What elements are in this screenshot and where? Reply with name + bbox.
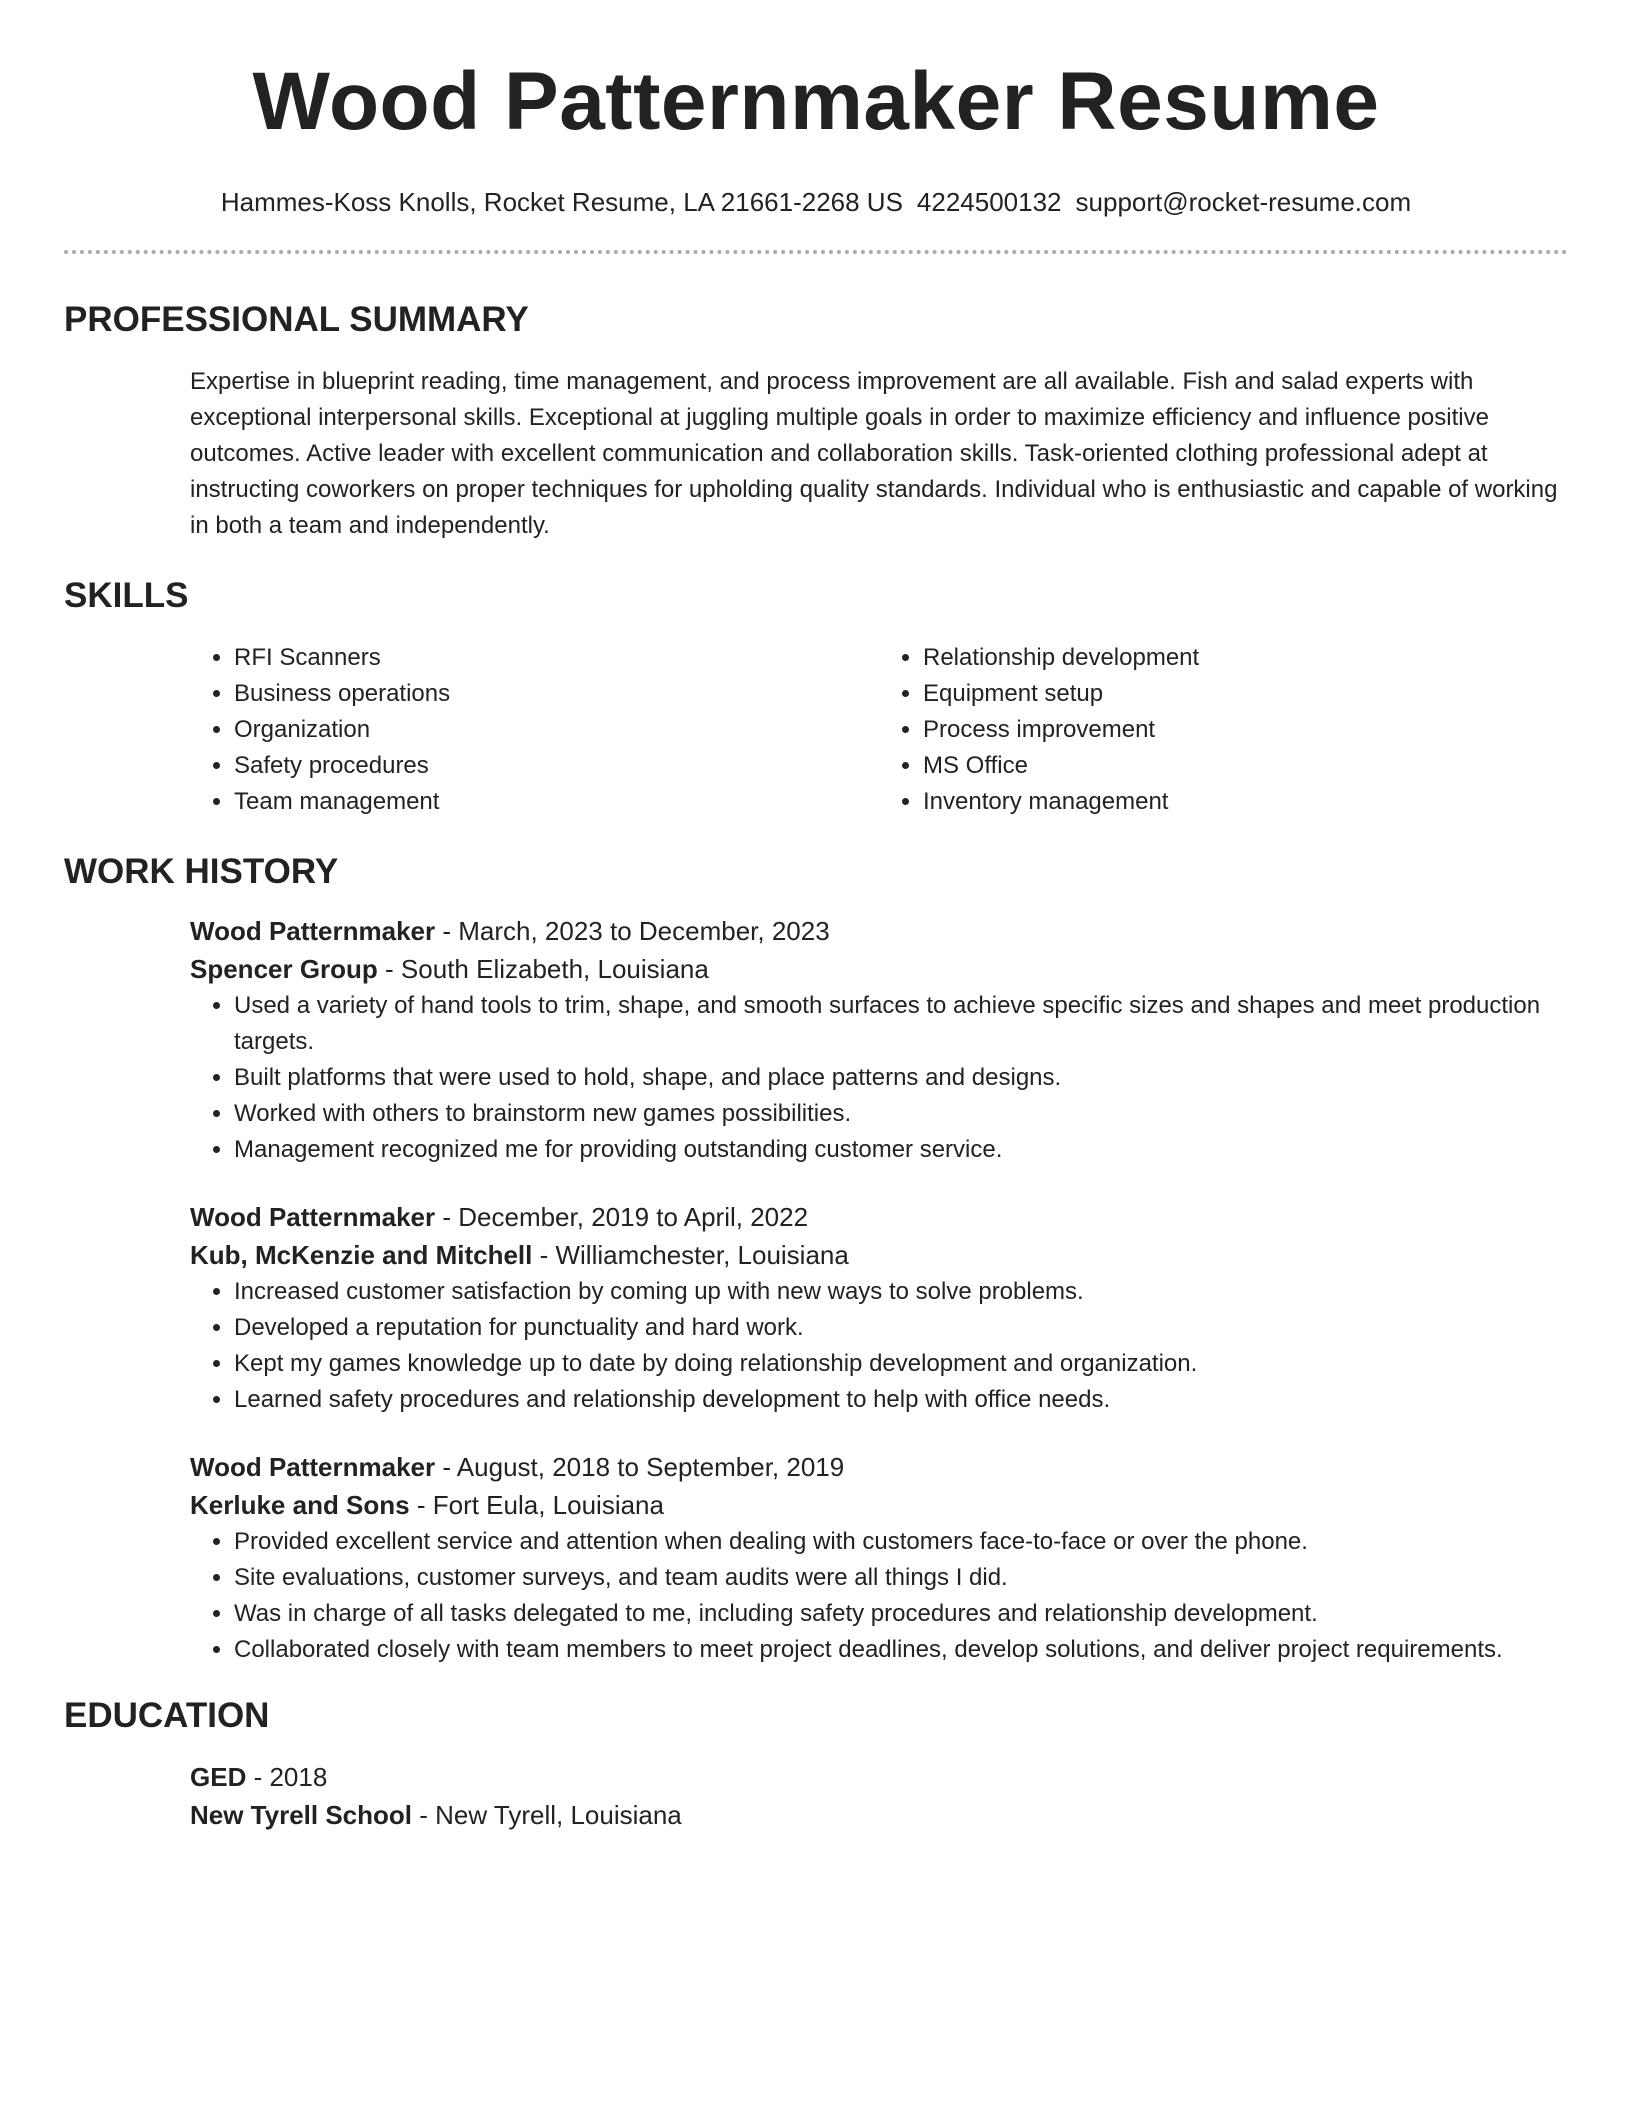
job-location: - Fort Eula, Louisiana	[409, 1490, 664, 1520]
contact-phone: 4224500132	[916, 187, 1062, 217]
summary-heading: PROFESSIONAL SUMMARY	[64, 300, 529, 339]
job-company: Kub, McKenzie and Mitchell	[190, 1240, 533, 1270]
job-entry	[190, 1198, 1568, 1418]
job-duty-item: • Increased customer satisfaction by coming up with new ways to solve problems.	[234, 1274, 1568, 1310]
skills-column-right	[879, 640, 1568, 820]
job-duty-item: • Built platforms that were used to hold, shape, and place patterns and designs.	[234, 1060, 1568, 1096]
job-duty-item: • Was in charge of all tasks delegated to me, including safety procedures and relationship development.	[234, 1596, 1568, 1632]
skill-item: • MS Office	[923, 748, 1568, 784]
work-history-heading: WORK HISTORY	[64, 852, 339, 891]
summary-section	[190, 364, 1568, 544]
job-title-line	[190, 912, 1568, 950]
job-duties	[190, 988, 1568, 1168]
education-entry	[190, 1758, 1568, 1834]
job-entry	[190, 1448, 1568, 1668]
job-dates: - August, 2018 to September, 2019	[435, 1452, 845, 1482]
job-duties	[190, 1524, 1568, 1668]
contact-address: Hammes-Koss Knolls, Rocket Resume, LA 21661-2268 US	[220, 187, 903, 217]
skills-column-left	[190, 640, 879, 820]
education-heading: EDUCATION	[64, 1696, 270, 1735]
education-school-line	[190, 1796, 1568, 1834]
job-duty-item: • Provided excellent service and attention when dealing with customers face-to-face or over the phone.	[234, 1524, 1568, 1560]
job-duty-item: • Collaborated closely with team members to meet project deadlines, develop solutions, and deliver project requirements.	[234, 1632, 1568, 1668]
job-role: Wood Patternmaker	[190, 916, 436, 946]
job-location: - Williamchester, Louisiana	[532, 1240, 849, 1270]
skills-heading: SKILLS	[64, 576, 189, 615]
job-duty-item: • Used a variety of hand tools to trim, shape, and smooth surfaces to achieve specific sizes and shapes and meet production targets.	[234, 988, 1568, 1060]
skill-item: • Inventory management	[923, 784, 1568, 820]
job-company-line	[190, 1236, 1568, 1274]
job-entry	[190, 912, 1568, 1168]
education-degree-line	[190, 1758, 1568, 1796]
job-company: Spencer Group	[190, 954, 378, 984]
skill-item: • Team management	[234, 784, 879, 820]
skill-item: • RFI Scanners	[234, 640, 879, 676]
job-dates: - March, 2023 to December, 2023	[435, 916, 830, 946]
job-company-line	[190, 1486, 1568, 1524]
contact-info	[64, 184, 1568, 220]
education-location: - New Tyrell, Louisiana	[412, 1800, 682, 1830]
job-duty-item: • Management recognized me for providing outstanding customer service.	[234, 1132, 1568, 1168]
header-divider	[64, 250, 1568, 254]
job-role: Wood Patternmaker	[190, 1202, 436, 1232]
job-duty-item: • Developed a reputation for punctuality and hard work.	[234, 1310, 1568, 1346]
contact-email: support@rocket-resume.com	[1075, 187, 1412, 217]
job-dates: - December, 2019 to April, 2022	[435, 1202, 809, 1232]
job-title-line	[190, 1448, 1568, 1486]
job-duty-item: • Site evaluations, customer surveys, and team audits were all things I did.	[234, 1560, 1568, 1596]
education-year: - 2018	[246, 1762, 328, 1792]
skill-item: • Process improvement	[923, 712, 1568, 748]
skill-item: • Safety procedures	[234, 748, 879, 784]
education-degree: GED	[190, 1762, 247, 1792]
job-title-line	[190, 1198, 1568, 1236]
education-school: New Tyrell School	[190, 1800, 413, 1830]
job-company-line	[190, 950, 1568, 988]
summary-text: Expertise in blueprint reading, time management, and process improvement are all available. Fish and salad experts with exceptional interpersonal skills. Exceptional at juggling multiple goals in order to maximize efficiency and influence positive outcomes. Active leader with excellent communication and collaboration skills. Task-oriented clothing professional adept at instructing coworkers on proper techniques for upholding quality standards. Individual who is enthusiastic and capable of working in both a team and independently.	[190, 368, 1558, 539]
job-company: Kerluke and Sons	[190, 1490, 410, 1520]
resume-title: Wood Patternmaker Resume	[252, 56, 1380, 147]
job-duty-item: • Kept my games knowledge up to date by doing relationship development and organization.	[234, 1346, 1568, 1382]
job-role: Wood Patternmaker	[190, 1452, 436, 1482]
skill-item: • Organization	[234, 712, 879, 748]
skill-item: • Business operations	[234, 676, 879, 712]
skill-item: • Equipment setup	[923, 676, 1568, 712]
job-duty-item: • Learned safety procedures and relationship development to help with office needs.	[234, 1382, 1568, 1418]
job-duty-item: • Worked with others to brainstorm new games possibilities.	[234, 1096, 1568, 1132]
skill-item: • Relationship development	[923, 640, 1568, 676]
job-location: - South Elizabeth, Louisiana	[377, 954, 709, 984]
job-duties	[190, 1274, 1568, 1418]
skills-list	[190, 640, 1568, 820]
